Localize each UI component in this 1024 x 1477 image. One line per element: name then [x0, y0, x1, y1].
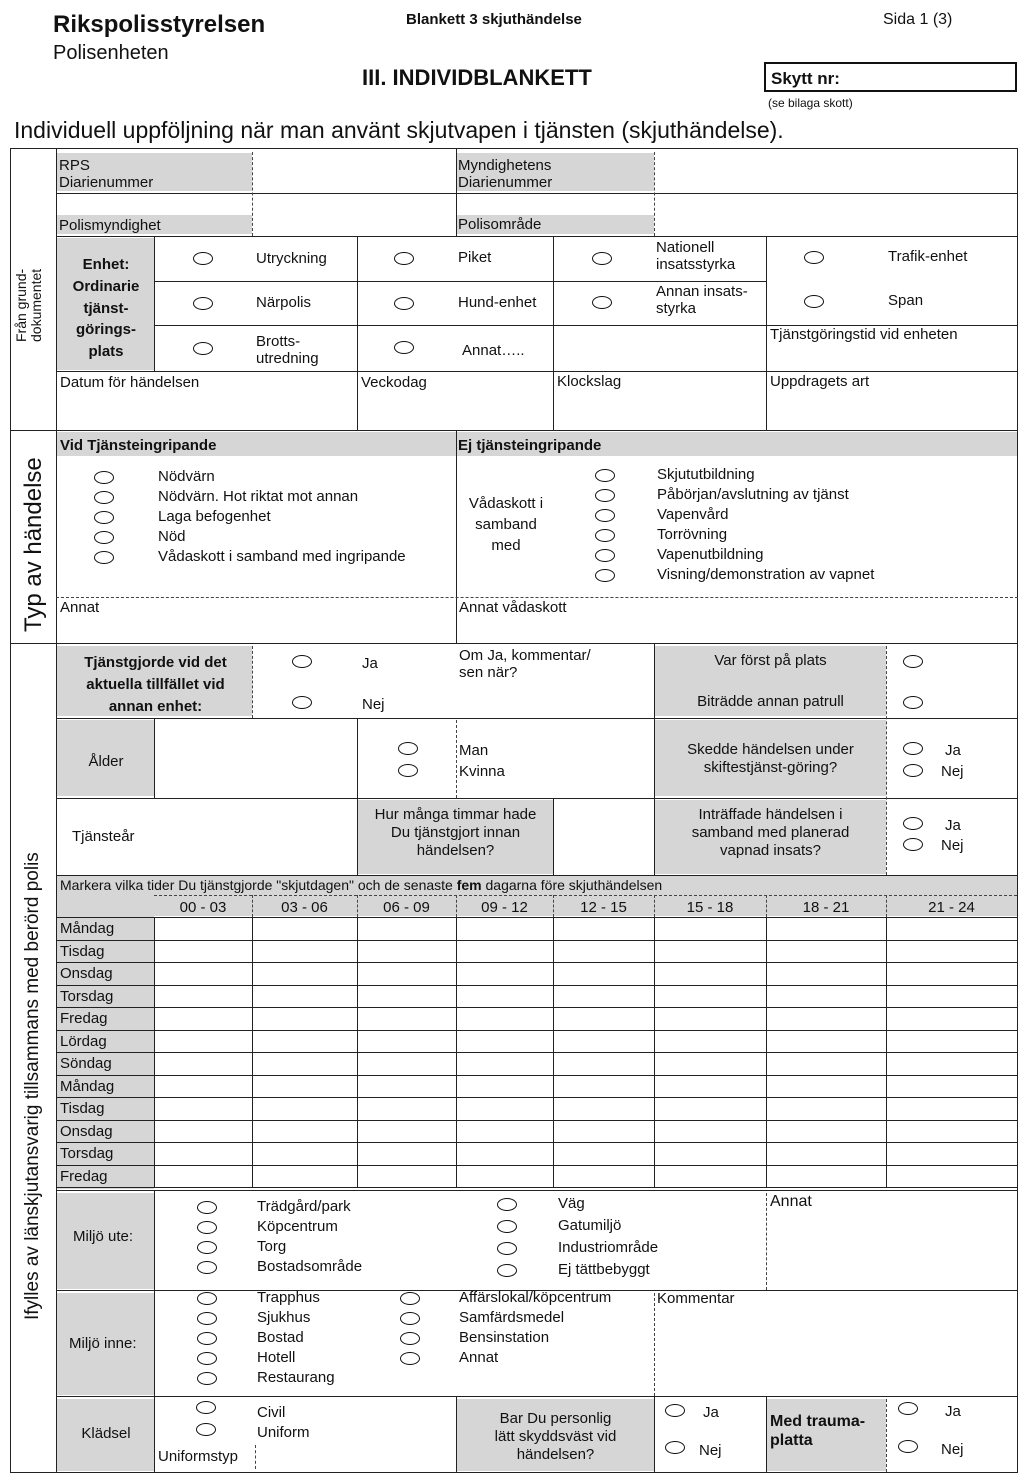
inne-b-item-label: Bensinstation	[459, 1329, 550, 1346]
time-slot-header: 03 - 06	[281, 899, 328, 916]
schedule-cell[interactable]	[252, 985, 357, 1008]
annan-enhet-nej: Nej	[362, 696, 385, 713]
ej-item-label: Torrövning	[657, 526, 728, 543]
schedule-cell[interactable]	[553, 985, 654, 1008]
ej-item-radio[interactable]	[595, 529, 615, 542]
schedule-cell[interactable]	[456, 1075, 553, 1098]
inne-a-item-radio[interactable]	[197, 1352, 217, 1365]
schedule-cell[interactable]	[252, 1097, 357, 1120]
schedule-cell[interactable]	[154, 1120, 252, 1143]
schedule-cell[interactable]	[886, 1052, 1017, 1075]
ute-b-item-radio[interactable]	[497, 1264, 517, 1277]
vadaskott-label: Vådaskott i samband med	[468, 495, 544, 554]
schedule-cell[interactable]	[357, 917, 456, 940]
schedule-cell[interactable]	[456, 940, 553, 963]
schedule-cell[interactable]	[654, 940, 766, 963]
trauma-ja-radio[interactable]	[898, 1402, 918, 1415]
schedule-cell[interactable]	[357, 1075, 456, 1098]
schedule-cell[interactable]	[154, 1075, 252, 1098]
schedule-cell[interactable]	[252, 1007, 357, 1030]
schedule-day: Fredag	[60, 1010, 108, 1027]
schedule-cell[interactable]	[553, 917, 654, 940]
side-label-source: Från grund- dokumentet	[13, 268, 44, 342]
time-slot-header: 00 - 03	[179, 899, 227, 916]
inne-b-item-label: Samfärdsmedel	[459, 1309, 565, 1326]
unit-nationell: Nationell insatsstyrka	[656, 239, 736, 273]
unit-name: Polisenheten	[53, 42, 169, 64]
form-title: III. INDIVIDBLANKETT	[362, 65, 592, 90]
ute-annat-label: Annat	[770, 1193, 812, 1210]
tjanstgoringstid-label: Tjänstgöringstid vid enheten	[770, 326, 958, 343]
schedule-cell[interactable]	[154, 1142, 252, 1165]
vid-item-radio[interactable]	[94, 511, 114, 524]
schedule-cell[interactable]	[456, 1007, 553, 1030]
uniform-radio[interactable]	[196, 1423, 216, 1436]
schedule-cell[interactable]	[654, 1120, 766, 1143]
ute-b-item-radio[interactable]	[497, 1242, 517, 1255]
inne-b-item-radio[interactable]	[400, 1352, 420, 1365]
tjanstear-label: Tjänsteår	[72, 828, 135, 845]
schedule-cell[interactable]	[456, 962, 553, 985]
planerad-ja: Ja	[945, 817, 961, 834]
shooter-note: (se bilaga skott)	[768, 96, 853, 110]
kommentar-label: Kommentar	[657, 1290, 735, 1307]
ute-a-item-label: Köpcentrum	[257, 1218, 338, 1235]
vid-item-radio[interactable]	[94, 531, 114, 544]
inne-b-item-radio[interactable]	[400, 1332, 420, 1345]
unit-hund: Hund-enhet	[458, 294, 537, 311]
unit-trafik: Trafik-enhet	[888, 248, 968, 265]
span-radio[interactable]	[804, 295, 824, 308]
ute-b-item-label: Gatumiljö	[558, 1217, 622, 1234]
schedule-cell[interactable]	[886, 1075, 1017, 1098]
enhet-label: Enhet: Ordinarie tjänst- görings- plats	[72, 256, 140, 360]
schedule-cell[interactable]	[766, 1120, 886, 1143]
skift-ja: Ja	[945, 742, 961, 759]
skift-nej-radio[interactable]	[903, 764, 923, 777]
annan-enhet-label: Tjänstgjorde vid det aktuella tillfället vid annan enhet:	[84, 654, 227, 715]
veckodag-label: Veckodag	[361, 374, 427, 391]
unit-utryckning: Utryckning	[256, 250, 327, 267]
planerad-label: Inträffade händelsen i samband med planerad vapnad insats?	[691, 806, 850, 859]
utryckning-radio[interactable]	[193, 252, 213, 265]
polisomrade-label: Polisområde	[458, 216, 542, 233]
trauma-label: Med trauma- platta	[770, 1413, 866, 1450]
ej-item-label: Påbörjan/avslutning av tjänst	[657, 486, 849, 503]
shooter-number-label: Skytt nr:	[771, 69, 840, 88]
unit-annan-insats: Annan insats- styrka	[656, 283, 748, 317]
inne-a-item-label: Restaurang	[257, 1369, 335, 1386]
unit-narpolis: Närpolis	[256, 294, 312, 311]
polismyndighet-label: Polismyndighet	[59, 217, 161, 234]
schedule-cell[interactable]	[252, 1052, 357, 1075]
schedule-cell[interactable]	[654, 1007, 766, 1030]
schedule-cell[interactable]	[553, 1165, 654, 1188]
kvinna-radio[interactable]	[398, 764, 418, 777]
schedule-cell[interactable]	[357, 962, 456, 985]
datum-label: Datum för händelsen	[60, 374, 200, 391]
planerad-nej-radio[interactable]	[903, 838, 923, 851]
uppdrag-label: Uppdragets art	[770, 373, 870, 390]
skift-nej: Nej	[941, 763, 964, 780]
schedule-day: Lördag	[60, 1032, 107, 1050]
bitradde-check[interactable]	[903, 696, 923, 709]
schedule-cell[interactable]	[553, 1120, 654, 1143]
schedule-cell[interactable]	[154, 1165, 252, 1188]
schedule-cell[interactable]	[553, 1030, 654, 1053]
rps-label: RPS Diarienummer	[59, 157, 154, 192]
vid-item-radio[interactable]	[94, 471, 114, 484]
form-subtitle: Individuell uppföljning när man använt skjutvapen i tjänsten (skjuthändelse).	[14, 117, 784, 143]
alder-label: Ålder	[88, 753, 124, 770]
time-slot-header: 15 - 18	[686, 899, 734, 916]
schedule-day: Onsdag	[60, 1122, 113, 1140]
schedule-cell[interactable]	[456, 1030, 553, 1053]
schedule-day: Torsdag	[60, 1145, 114, 1162]
inne-a-item-label: Bostad	[257, 1329, 304, 1346]
unit-span: Span	[888, 292, 924, 309]
ute-a-item-label: Bostadsområde	[257, 1258, 363, 1275]
vid-item-label: Laga befogenhet	[158, 508, 271, 525]
om-ja-label: Om Ja, kommentar/ sen när?	[459, 647, 591, 682]
skift-ja-radio[interactable]	[903, 742, 923, 755]
schedule-cell[interactable]	[357, 1165, 456, 1188]
annan-enhet-ja: Ja	[362, 655, 378, 672]
schedule-day: Tisdag	[60, 1100, 105, 1117]
forst-pa-plats-label: Var först på plats	[714, 652, 827, 669]
miljo-ute-label: Miljö ute:	[73, 1228, 134, 1245]
schedule-cell[interactable]	[886, 1007, 1017, 1030]
schedule-day: Onsdag	[60, 965, 113, 982]
miljo-inne-label: Miljö inne:	[69, 1335, 137, 1352]
inne-a-item-label: Trapphus	[257, 1289, 320, 1306]
inne-a-item-radio[interactable]	[197, 1292, 217, 1305]
schedule-cell[interactable]	[357, 1097, 456, 1120]
myndighet-label: Myndighetens Diarienummer	[458, 157, 553, 192]
trafik-radio[interactable]	[804, 251, 824, 264]
schedule-cell[interactable]	[357, 940, 456, 963]
skift-label: Skedde händelsen under skiftestjänst-göring?	[687, 741, 854, 776]
schedule-cell[interactable]	[553, 940, 654, 963]
timmar-label: Hur många timmar hade Du tjänstgjort innan händelsen?	[374, 806, 537, 859]
schedule-cell[interactable]	[154, 985, 252, 1008]
schedule-day: Fredag	[60, 1167, 108, 1185]
ej-item-label: Vapenutbildning	[657, 546, 764, 563]
schedule-cell[interactable]	[886, 917, 1017, 940]
civil-label: Civil	[257, 1404, 286, 1421]
annat-unit-radio[interactable]	[394, 341, 414, 354]
schedule-cell[interactable]	[886, 962, 1017, 985]
schedule-cell[interactable]	[766, 1165, 886, 1188]
schedule-cell[interactable]	[252, 1030, 357, 1053]
schedule-cell[interactable]	[357, 1052, 456, 1075]
side-label-event-type: Typ av händelse	[20, 457, 47, 632]
schedule-cell[interactable]	[766, 1075, 886, 1098]
nationell-radio[interactable]	[592, 252, 612, 265]
ute-a-item-radio[interactable]	[197, 1261, 217, 1274]
schedule-cell[interactable]	[886, 1120, 1017, 1143]
planerad-ja-radio[interactable]	[903, 817, 923, 830]
schedule-cell[interactable]	[886, 1030, 1017, 1053]
ute-b-item-radio[interactable]	[497, 1220, 517, 1233]
schedule-cell[interactable]	[252, 940, 357, 963]
schedule-day: Tisdag	[60, 942, 105, 960]
schedule-cell[interactable]	[766, 1007, 886, 1030]
annat-label: Annat	[60, 599, 100, 616]
schedule-cell[interactable]	[252, 1120, 357, 1143]
trauma-ja: Ja	[945, 1403, 961, 1420]
ej-ingripande-title: Ej tjänsteingripande	[458, 437, 602, 454]
trauma-nej: Nej	[941, 1441, 964, 1458]
schedule-cell[interactable]	[456, 1120, 553, 1143]
schedule-cell[interactable]	[654, 985, 766, 1008]
schedule-cell[interactable]	[357, 1030, 456, 1053]
man-radio[interactable]	[398, 742, 418, 755]
hund-radio[interactable]	[394, 297, 414, 310]
schedule-cell[interactable]	[456, 1142, 553, 1165]
schedule-cell[interactable]	[154, 940, 252, 963]
ej-item-label: Skjututbildning	[657, 466, 755, 483]
ej-item-radio[interactable]	[595, 569, 615, 582]
kladsel-label: Klädsel	[81, 1425, 131, 1442]
schedule-cell[interactable]	[252, 1075, 357, 1098]
ute-b-item-label: Väg	[558, 1195, 585, 1212]
inne-a-item-radio[interactable]	[197, 1372, 217, 1385]
unit-piket: Piket	[458, 249, 492, 266]
ute-a-item-radio[interactable]	[197, 1201, 217, 1214]
schedule-cell[interactable]	[252, 917, 357, 940]
unit-brott: Brotts- utredning	[256, 333, 319, 368]
schedule-cell[interactable]	[252, 1142, 357, 1165]
inne-b-item-label: Affärslokal/köpcentrum	[459, 1289, 612, 1306]
ute-a-item-label: Torg	[257, 1238, 287, 1255]
kvinna-label: Kvinna	[459, 763, 505, 780]
bitradde-label: Biträdde annan patrull	[697, 693, 844, 710]
side-label-filled-by: Ifylles av länskjutansvarig tillsammans med berörd polis	[22, 852, 43, 1320]
schedule-cell[interactable]	[766, 917, 886, 940]
brott-radio[interactable]	[193, 342, 213, 355]
schedule-cell[interactable]	[766, 1052, 886, 1075]
schedule-cell[interactable]	[252, 1165, 357, 1188]
piket-radio[interactable]	[394, 252, 414, 265]
planerad-nej: Nej	[941, 837, 964, 854]
ute-b-item-label: Industriområde	[558, 1239, 659, 1256]
uniformstyp-label: Uniformstyp	[158, 1448, 239, 1465]
ej-item-label: Vapenvård	[657, 506, 729, 523]
annat-vadaskott-label: Annat vådaskott	[459, 599, 567, 616]
schedule-day: Måndag	[60, 1077, 115, 1095]
schedule-cell[interactable]	[654, 962, 766, 985]
schedule-cell[interactable]	[456, 1165, 553, 1188]
ute-a-item-radio[interactable]	[197, 1241, 217, 1254]
schedule-cell[interactable]	[766, 1030, 886, 1053]
inne-b-item-radio[interactable]	[400, 1312, 420, 1325]
schedule-cell[interactable]	[154, 1007, 252, 1030]
schedule-cell[interactable]	[886, 1097, 1017, 1120]
org-name: Rikspolisstyrelsen	[53, 11, 266, 38]
vid-item-radio[interactable]	[94, 551, 114, 564]
inne-a-item-radio[interactable]	[197, 1312, 217, 1325]
schedule-cell[interactable]	[553, 962, 654, 985]
schedule-cell[interactable]	[553, 1075, 654, 1098]
schedule-cell[interactable]	[154, 1097, 252, 1120]
schedule-cell[interactable]	[766, 985, 886, 1008]
inne-a-item-label: Sjukhus	[257, 1309, 311, 1326]
inne-a-item-radio[interactable]	[197, 1332, 217, 1345]
schedule-cell[interactable]	[456, 985, 553, 1008]
ute-a-item-label: Trädgård/park	[257, 1198, 351, 1215]
schedule-cell[interactable]	[553, 1007, 654, 1030]
inne-b-item-label: Annat	[459, 1349, 499, 1366]
schedule-cell[interactable]	[357, 1142, 456, 1165]
unit-annat: Annat…..	[462, 342, 525, 359]
schedule-cell[interactable]	[154, 1030, 252, 1053]
annan-insats-radio[interactable]	[592, 296, 612, 309]
schedule-cell[interactable]	[654, 1097, 766, 1120]
schedule-cell[interactable]	[357, 1007, 456, 1030]
schedule-title: Markera vilka tider Du tjänstgjorde "skjutdagen" och de senaste fem dagarna före skjuthändelsen	[60, 877, 663, 893]
vast-nej: Nej	[699, 1442, 722, 1459]
schedule-cell[interactable]	[357, 985, 456, 1008]
vast-label: Bar Du personlig lätt skyddsväst vid händelsen?	[494, 1410, 617, 1463]
schedule-cell[interactable]	[886, 985, 1017, 1008]
schedule-cell[interactable]	[886, 940, 1017, 963]
vid-item-radio[interactable]	[94, 491, 114, 504]
trauma-nej-radio[interactable]	[898, 1440, 918, 1453]
schedule-cell[interactable]	[553, 1142, 654, 1165]
schedule-cell[interactable]	[553, 1097, 654, 1120]
civil-radio[interactable]	[196, 1401, 216, 1414]
schedule-cell[interactable]	[654, 917, 766, 940]
time-slot-header: 21 - 24	[928, 899, 975, 916]
ej-item-radio[interactable]	[595, 549, 615, 562]
ute-b-item-radio[interactable]	[497, 1198, 517, 1211]
schedule-cell[interactable]	[456, 917, 553, 940]
schedule-cell[interactable]	[154, 962, 252, 985]
schedule-cell[interactable]	[252, 962, 357, 985]
vid-item-label: Nöd	[158, 528, 186, 545]
man-label: Man	[459, 742, 489, 759]
vid-item-label: Nödvärn	[158, 468, 215, 485]
schedule-cell[interactable]	[654, 1142, 766, 1165]
narpolis-radio[interactable]	[193, 297, 213, 310]
inne-b-item-radio[interactable]	[400, 1292, 420, 1305]
schedule-day: Måndag	[60, 920, 115, 937]
ej-item-radio[interactable]	[595, 489, 615, 502]
vast-ja-radio[interactable]	[665, 1404, 685, 1417]
shooter-number-field[interactable]	[764, 62, 1017, 92]
ej-item-radio[interactable]	[595, 469, 615, 482]
klockslag-label: Klockslag	[557, 373, 622, 390]
annan-enhet-ja-radio[interactable]	[292, 655, 312, 668]
schedule-cell[interactable]	[654, 1052, 766, 1075]
schedule-cell[interactable]	[154, 917, 252, 940]
schedule-cell[interactable]	[766, 962, 886, 985]
vid-ingripande-title: Vid Tjänsteingripande	[60, 437, 217, 454]
schedule-cell[interactable]	[357, 1120, 456, 1143]
forst-pa-plats-check[interactable]	[903, 655, 923, 668]
form-name: Blankett 3 skjuthändelse	[406, 11, 582, 28]
inne-a-item-label: Hotell	[257, 1349, 296, 1366]
schedule-cell[interactable]	[654, 1075, 766, 1098]
vid-item-label: Vådaskott i samband med ingripande	[158, 548, 406, 565]
ej-item-label: Visning/demonstration av vapnet	[657, 566, 875, 583]
schedule-cell[interactable]	[456, 1052, 553, 1075]
vid-item-label: Nödvärn. Hot riktat mot annan	[158, 488, 359, 505]
schedule-cell[interactable]	[886, 1142, 1017, 1165]
schedule-cell[interactable]	[766, 1142, 886, 1165]
schedule-cell[interactable]	[456, 1097, 553, 1120]
schedule-cell[interactable]	[766, 1097, 886, 1120]
page-number: Sida 1 (3)	[883, 11, 953, 28]
vast-ja: Ja	[703, 1404, 719, 1421]
schedule-cell[interactable]	[654, 1165, 766, 1188]
schedule-cell[interactable]	[654, 1030, 766, 1053]
schedule-cell[interactable]	[553, 1052, 654, 1075]
ute-b-item-label: Ej tättbebyggt	[558, 1261, 650, 1278]
schedule-cell[interactable]	[886, 1165, 1017, 1188]
schedule-cell[interactable]	[766, 940, 886, 963]
time-slot-header: 18 - 21	[802, 899, 850, 916]
ej-item-radio[interactable]	[595, 509, 615, 522]
annan-enhet-nej-radio[interactable]	[292, 696, 312, 709]
schedule-day: Torsdag	[60, 987, 114, 1005]
time-slot-header: 12 - 15	[580, 899, 627, 916]
time-slot-header: 06 - 09	[383, 899, 430, 916]
uniform-label: Uniform	[257, 1424, 310, 1441]
vast-nej-radio[interactable]	[665, 1441, 685, 1454]
schedule-cell[interactable]	[154, 1052, 252, 1075]
schedule-day: Söndag	[60, 1055, 112, 1072]
time-slot-header: 09 - 12	[481, 899, 528, 916]
ute-a-item-radio[interactable]	[197, 1221, 217, 1234]
